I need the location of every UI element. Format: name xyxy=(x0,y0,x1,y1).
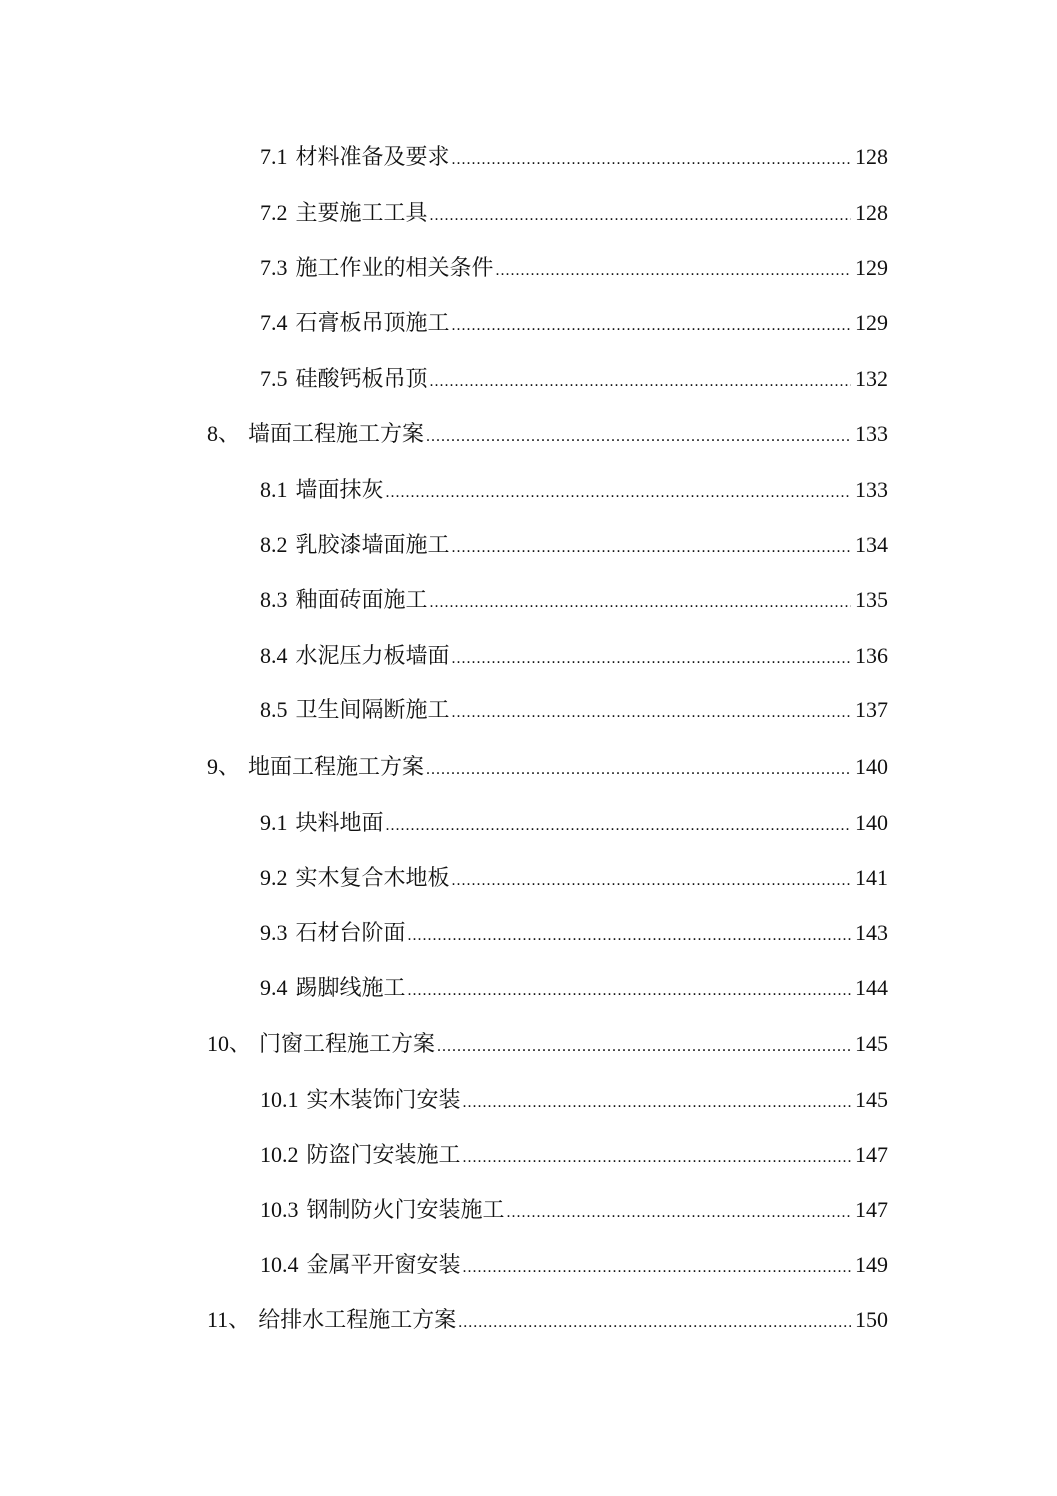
dot-leader xyxy=(496,259,851,283)
toc-entry[interactable] xyxy=(260,308,888,338)
toc-entry[interactable] xyxy=(207,419,888,449)
toc-entry-number: 7.5 xyxy=(260,366,288,391)
toc-entry-page: 134 xyxy=(855,532,888,557)
dot-leader xyxy=(408,924,851,948)
toc-entry[interactable] xyxy=(260,364,888,394)
toc-entry[interactable] xyxy=(207,752,888,782)
toc-entry-number: 8.3 xyxy=(260,587,288,612)
toc-entry-title xyxy=(260,918,406,948)
dot-leader xyxy=(437,1035,851,1059)
toc-entry-number: 10.1 xyxy=(260,1087,299,1112)
toc-entry-number: 7.4 xyxy=(260,310,288,335)
toc-entry-title xyxy=(207,1029,435,1059)
toc-entry[interactable] xyxy=(260,641,888,671)
toc-entry-number: 8.1 xyxy=(260,477,288,502)
dot-leader xyxy=(430,591,851,615)
toc-entry-page: 147 xyxy=(855,1142,888,1167)
toc-entry-text: 地面工程施工方案 xyxy=(248,754,425,779)
dot-leader xyxy=(430,204,851,228)
toc-entry-page: 140 xyxy=(855,810,888,835)
toc-entry-title xyxy=(260,585,428,615)
dot-leader xyxy=(452,647,851,671)
toc-entry-number: 10.2 xyxy=(260,1142,299,1167)
toc-entry[interactable] xyxy=(260,253,888,283)
dot-leader xyxy=(408,979,851,1003)
toc-entry-page: 129 xyxy=(855,255,888,280)
toc-entry[interactable] xyxy=(260,198,888,228)
toc-entry-text: 金属平开窗安装 xyxy=(306,1252,461,1277)
toc-entry-page: 147 xyxy=(855,1197,888,1222)
toc-entry-title xyxy=(260,530,450,560)
toc-entry-title xyxy=(260,308,450,338)
toc-entry-title xyxy=(260,973,406,1003)
toc-entry-number: 7.3 xyxy=(260,255,288,280)
toc-entry-page: 150 xyxy=(855,1307,888,1332)
toc-entry[interactable] xyxy=(260,585,888,615)
toc-entry[interactable] xyxy=(207,1305,888,1335)
toc-entry-page: 141 xyxy=(855,865,888,890)
toc-entry-title xyxy=(260,1195,505,1225)
toc-entry-number: 8.2 xyxy=(260,532,288,557)
dot-leader xyxy=(426,758,851,782)
toc-entry[interactable] xyxy=(207,1029,888,1059)
dot-leader xyxy=(386,481,851,505)
toc-entry-page: 129 xyxy=(855,310,888,335)
toc-entry-text: 钢制防火门安装施工 xyxy=(306,1197,505,1222)
toc-entry-text: 施工作业的相关条件 xyxy=(295,255,494,280)
toc-entry-page: 149 xyxy=(855,1252,888,1277)
dot-leader xyxy=(458,1311,851,1335)
toc-entry[interactable] xyxy=(260,1140,888,1170)
toc-entry-page: 128 xyxy=(855,200,888,225)
toc-entry-page: 145 xyxy=(855,1031,888,1056)
toc-entry-page: 135 xyxy=(855,587,888,612)
toc-entry-text: 硅酸钙板吊顶 xyxy=(295,366,428,391)
toc-entry-page: 133 xyxy=(855,477,888,502)
toc-entry-text: 实木复合木地板 xyxy=(295,865,450,890)
toc-entry-title xyxy=(260,863,450,893)
dot-leader xyxy=(507,1201,851,1225)
toc-entry-page: 143 xyxy=(855,920,888,945)
toc-entry-text: 防盗门安装施工 xyxy=(306,1142,461,1167)
toc-entry-title xyxy=(260,695,450,725)
dot-leader xyxy=(452,536,851,560)
toc-entry-text: 主要施工工具 xyxy=(295,200,428,225)
toc-entry-page: 133 xyxy=(855,421,888,446)
toc-entry-title xyxy=(260,808,384,838)
dot-leader xyxy=(452,314,851,338)
toc-entry-text: 墙面抹灰 xyxy=(295,477,384,502)
toc-entry-number: 10.4 xyxy=(260,1252,299,1277)
toc-entry-text: 实木装饰门安装 xyxy=(306,1087,461,1112)
toc-entry-title xyxy=(260,1250,461,1280)
toc-entry-number: 9.4 xyxy=(260,975,288,1000)
toc-entry-number: 9.2 xyxy=(260,865,288,890)
toc-entry-title xyxy=(207,752,424,782)
toc-entry-title xyxy=(260,1085,461,1115)
toc-entry[interactable] xyxy=(260,1085,888,1115)
toc-entry-page: 140 xyxy=(855,754,888,779)
dot-leader xyxy=(463,1256,851,1280)
toc-entry-page: 136 xyxy=(855,643,888,668)
toc-entry-number: 10.3 xyxy=(260,1197,299,1222)
toc-entry-page: 144 xyxy=(855,975,888,1000)
toc-entry-title xyxy=(260,1140,461,1170)
dot-leader xyxy=(430,370,851,394)
toc-entry[interactable] xyxy=(260,973,888,1003)
toc-entry-number: 9.3 xyxy=(260,920,288,945)
dot-leader xyxy=(452,148,851,172)
toc-entry-number: 8.5 xyxy=(260,697,288,722)
toc-entry-text: 卫生间隔断施工 xyxy=(295,697,450,722)
dot-leader xyxy=(386,814,851,838)
toc-entry[interactable] xyxy=(260,918,888,948)
toc-entry-number: 9.1 xyxy=(260,810,288,835)
toc-entry-title xyxy=(260,364,428,394)
toc-entry-page: 145 xyxy=(855,1087,888,1112)
toc-entry-text: 给排水工程施工方案 xyxy=(258,1307,457,1332)
toc-entry-title xyxy=(260,142,450,172)
toc-entry-number: 7.1 xyxy=(260,144,288,169)
toc-entry-title xyxy=(260,253,494,283)
dot-leader xyxy=(452,869,851,893)
toc-entry-number: 7.2 xyxy=(260,200,288,225)
toc-entry[interactable] xyxy=(260,1195,888,1225)
dot-leader xyxy=(463,1091,851,1115)
toc-entry-page: 128 xyxy=(855,144,888,169)
toc-entry[interactable] xyxy=(260,695,888,725)
toc-entry-title xyxy=(260,641,450,671)
toc-entry-title xyxy=(260,475,384,505)
toc-entry[interactable] xyxy=(260,808,888,838)
toc-entry-text: 墙面工程施工方案 xyxy=(248,421,425,446)
toc-entry-text: 石材台阶面 xyxy=(295,920,406,945)
toc-entry-text: 石膏板吊顶施工 xyxy=(295,310,450,335)
toc-entry-title xyxy=(207,419,424,449)
toc-entry-text: 水泥压力板墙面 xyxy=(295,643,450,668)
toc-entry[interactable] xyxy=(260,475,888,505)
toc-entry[interactable] xyxy=(260,863,888,893)
toc-entry-number: 9、 xyxy=(207,754,241,779)
toc-entry-text: 乳胶漆墙面施工 xyxy=(295,532,450,557)
toc-entry-text: 釉面砖面施工 xyxy=(295,587,428,612)
toc-entry-number: 8.4 xyxy=(260,643,288,668)
toc-entry-number: 8、 xyxy=(207,421,241,446)
toc-entry-page: 137 xyxy=(855,697,888,722)
toc-entry-number: 11、 xyxy=(207,1307,251,1332)
dot-leader xyxy=(452,701,851,725)
toc-entry-text: 门窗工程施工方案 xyxy=(259,1031,436,1056)
toc-entry[interactable] xyxy=(260,142,888,172)
toc-entry-text: 材料准备及要求 xyxy=(295,144,450,169)
toc-entry-number: 10、 xyxy=(207,1031,252,1056)
dot-leader xyxy=(426,425,851,449)
toc-entry-page: 132 xyxy=(855,366,888,391)
toc-entry[interactable] xyxy=(260,1250,888,1280)
toc-entry-text: 块料地面 xyxy=(295,810,384,835)
dot-leader xyxy=(463,1146,851,1170)
toc-entry[interactable] xyxy=(260,530,888,560)
toc-entry-title xyxy=(260,198,428,228)
toc-entry-text: 踢脚线施工 xyxy=(295,975,406,1000)
toc-entry-title xyxy=(207,1305,456,1335)
